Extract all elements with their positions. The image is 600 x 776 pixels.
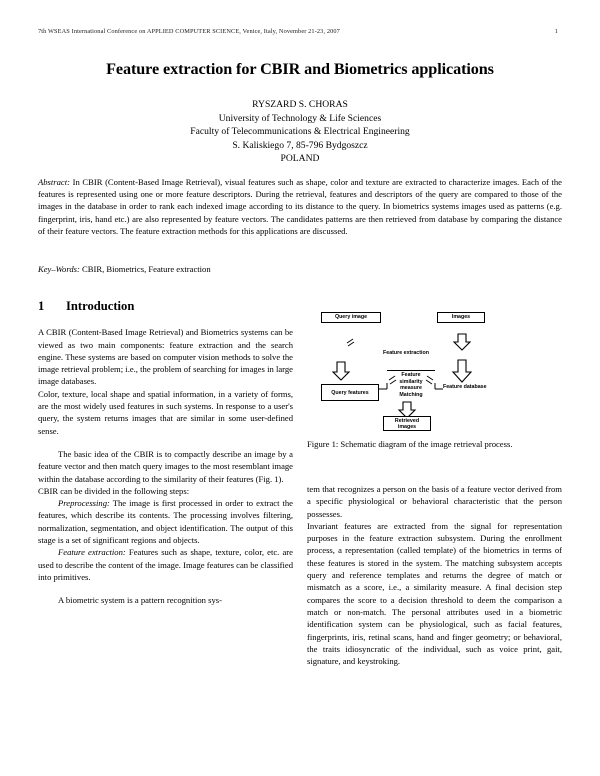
section-number: 1: [38, 299, 45, 313]
paragraph: [38, 546, 293, 583]
figure-node-matching-rule: [387, 370, 435, 371]
figure-node-label: Feature: [401, 372, 421, 378]
figure-node-feature-extraction: [361, 350, 451, 357]
paragraph-text: Features such as shape, texture, color, etc. are used to describe the content of the image. Image features can be classified into primitives.: [38, 547, 293, 582]
figure-caption: Figure 1: Schematic diagram of the image retrieval process.: [307, 439, 513, 449]
author-block: [38, 98, 562, 166]
author-country: POLAND: [280, 153, 320, 165]
author-affiliation-faculty: Faculty of Telecommunications & Electrical Engineering: [190, 126, 410, 138]
figure-node-feature-database: [443, 384, 491, 391]
figure-node-query-image: [321, 312, 381, 323]
paragraph: [38, 497, 293, 546]
figure-node-label: Retrieved images: [394, 417, 420, 430]
paragraph: CBIR can be divided in the following steps:: [38, 485, 190, 496]
figure-node-images: [437, 312, 485, 323]
figure-node-label: Query image: [334, 314, 368, 321]
page-number: 1: [554, 28, 558, 35]
figure-1: [307, 310, 562, 450]
paragraph: tem that recognizes a person on the basis of a feature vector derived from a specific physiological or behavioral characteristic that the person possesses.: [307, 484, 562, 519]
body-column-left: [38, 300, 293, 607]
section-title: Introduction: [66, 299, 135, 313]
abstract-label: Abstract:: [38, 177, 70, 187]
keywords-label: Key–Words:: [38, 264, 80, 274]
paragraph: The basic idea of the CBIR is to compactly describe an image by a feature vector and then match query images to the most resemblant image within the database according to the similarity of their features (Fig. 1).: [38, 448, 293, 484]
body-column-right: [307, 483, 562, 667]
author-affiliation-university: University of Technology & Life Sciences: [218, 112, 382, 124]
paragraph: A CBIR (Content-Based Image Retrieval) and Biometrics systems can be viewed as two main components: feature extraction and the search engine. These systems are based on computer vision methods to solve the image retrieval problem; i.e., the problem of searching for images in large image databases.: [38, 327, 293, 387]
keywords: [38, 263, 562, 275]
page-title: Feature extraction for CBIR and Biometrics applications: [106, 60, 494, 78]
figure-node-matching: [387, 372, 435, 398]
figure-node-label: Feature extraction: [383, 350, 429, 356]
author-address: S. Kaliskiego 7, 85-796 Bydgoszcz: [232, 139, 368, 151]
figure-node-label: Query features: [331, 389, 369, 396]
figure-node-label: similarity: [399, 378, 423, 385]
figure-node-label: Feature database: [443, 384, 487, 390]
abstract-body: In CBIR (Content-Based Image Retrieval), visual features such as shape, color and texture are extracted to characterize images. Each of the features is represented using one or more feature descriptors. During the retrieval, features and descriptors of the query are compared to those of the images in the database in order to rank each indexed image according to its distance to the query. In biometrics systems images used as patterns (e.g. fingerprint, iris, hand etc.) are also represented by feature vectors. The candidates patterns are then retrieved from database by comparing the distance of their feature vectors. The feature extraction methods for this applications are discussed.: [38, 177, 562, 236]
running-head: [38, 28, 562, 35]
paragraph-text: The image is first processed in order to extract the features, which describe its contents. The processing involves filtering, normalization, segmentation, and object identification. The output of this stage is a set of significant regions and objects.: [38, 498, 293, 546]
paragraph: Invariant features are extracted from the signal for representation purposes in the feature extraction subsystem. During the enrollment process, a representation (called template) of the biometrics in terms of these features is stored in the system. The matching subsystem accepts query and reference templates and returns the degree of match or mismatch as a score, i.e., a similarity measure. A final decision step compares the score to a decision threshold to deem the comparison a match or non-match. The personal attributes used in a biometric identification system can be physiological, such as facial features, fingerprints, iris, retinal scans, hand and finger geometry; or behavioral, the traits idiosyncratic of the individual, such as voice print, gait, signature, and keystroking.: [307, 520, 562, 667]
term-preprocessing: Preprocessing:: [58, 498, 110, 509]
figure-node-label: Matching: [399, 391, 423, 398]
section-heading-introduction: [38, 300, 293, 312]
figure-node-query-features: [321, 384, 379, 401]
figure-node-label: measure: [400, 385, 422, 392]
keywords-value: CBIR, Biometrics, Feature extraction: [82, 264, 211, 274]
running-head-text: 7th WSEAS International Conference on APPLIED COMPUTER SCIENCE, Venice, Italy, November 21-23, 2007: [38, 28, 340, 35]
abstract: [38, 176, 562, 237]
figure-node-label: Images: [451, 314, 471, 321]
figure-diagram: [317, 310, 552, 432]
figure-arrows: [317, 310, 552, 432]
paragraph: Color, texture, local shape and spatial information, in a variety of forms, are the most widely used features in such systems. In response to a user's query, the system returns images that are similar in some user-defined sense.: [38, 388, 293, 436]
author-name: RYSZARD S. CHORAS: [252, 99, 348, 110]
figure-node-retrieved-images: [383, 416, 431, 431]
term-feature-extraction: Feature extraction:: [58, 547, 126, 558]
paragraph: A biometric system is a pattern recognition sys-: [58, 595, 222, 606]
